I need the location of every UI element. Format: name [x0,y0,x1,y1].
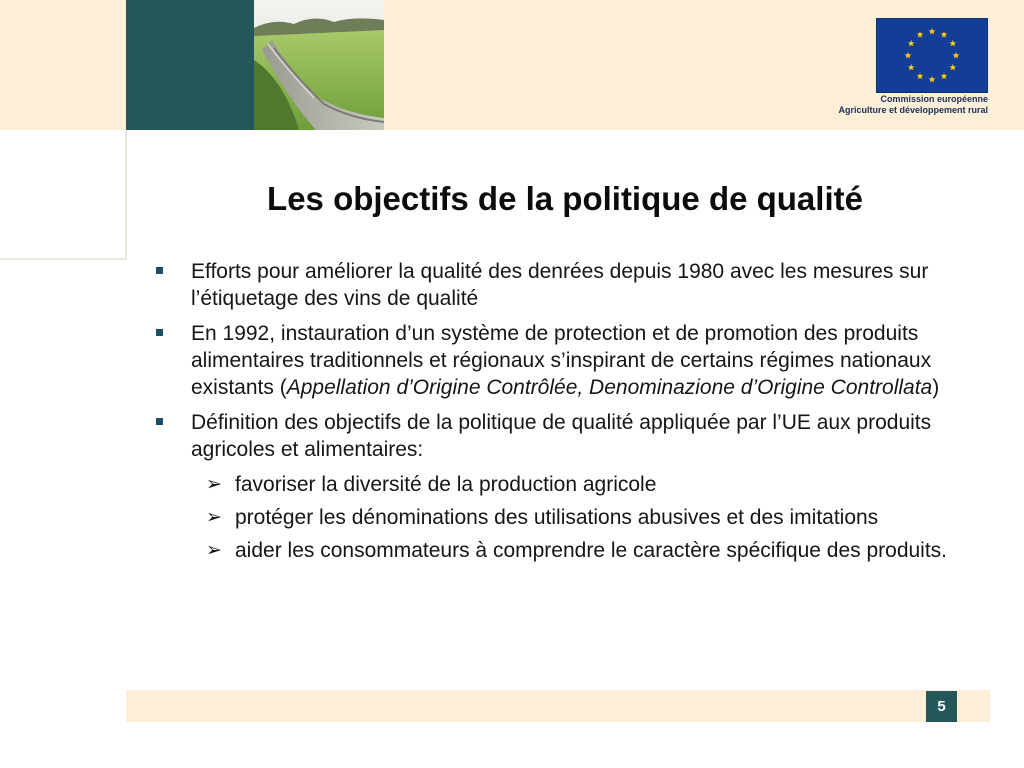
bullet-item-3 [150,409,960,463]
landscape-photo-graphic [254,0,384,130]
eu-star-icon [929,76,936,83]
sub-bullet-list [150,471,960,564]
eu-star-icon [917,73,924,80]
footer-band [126,690,990,722]
eu-logo-caption [838,94,988,116]
sub-bullet-2-text: protéger les dénominations des utilisations abusives et des imitations [235,506,879,529]
bullet-2-text-after: ) [932,376,940,399]
bullet-item-1 [150,258,960,312]
header-teal-block [126,0,254,130]
left-frame-vertical [125,130,127,260]
bullet-item-2 [150,320,960,401]
logo-caption-line-1: Commission européenne [880,94,988,104]
eu-star-icon [941,73,948,80]
sub-bullet-3-text: aider les consommateurs à comprendre le caractère spécifique des produits. [235,539,948,562]
arrow-bullet-icon: ➢ [206,540,222,561]
eu-star-icon [917,31,924,38]
bullet-2-text-before: En 1992, instauration d’un système de protection et de promotion des produits alimentaires traditionnels et régionaux s’inspirant de certains régimes nationaux existants ( [191,322,932,399]
arrow-bullet-icon: ➢ [206,474,222,495]
bullet-3-text: Définition des objectifs de la politique de qualité appliquée par l’UE aux produits agricoles et alimentaires: [191,411,932,461]
sub-bullet-item-3 [150,537,960,564]
eu-stars-graphic [877,19,987,92]
square-bullet-icon [156,329,163,336]
bullet-1-text: Efforts pour améliorer la qualité des denrées depuis 1980 avec les mesures sur l’étiquetage des vins de qualité [191,260,929,310]
eu-star-icon [929,28,936,35]
eu-star-icon [941,31,948,38]
eu-star-icon [949,64,956,71]
eu-star-icon [953,52,960,59]
bullet-2-text-italic: Appellation d’Origine Contrôlée, Denominazione d’Origine Controllata [286,376,933,399]
arrow-bullet-icon: ➢ [206,507,222,528]
sub-bullet-item-1 [150,471,960,498]
page-number: 5 [926,691,957,722]
eu-star-icon [908,40,915,47]
slide-title: Les objectifs de la politique de qualité [267,180,863,217]
eu-star-icon [949,40,956,47]
square-bullet-icon [156,267,163,274]
square-bullet-icon [156,418,163,425]
sub-bullet-1-text: favoriser la diversité de la production agricole [235,473,657,496]
eu-star-icon [908,64,915,71]
landscape-photo [254,0,384,130]
sub-bullet-item-2 [150,504,960,531]
eu-star-icon [905,52,912,59]
eu-flag-icon [876,18,988,93]
left-frame-horizontal [0,258,126,260]
logo-caption-line-2: Agriculture et développement rural [838,105,988,115]
slide-body [150,258,960,564]
